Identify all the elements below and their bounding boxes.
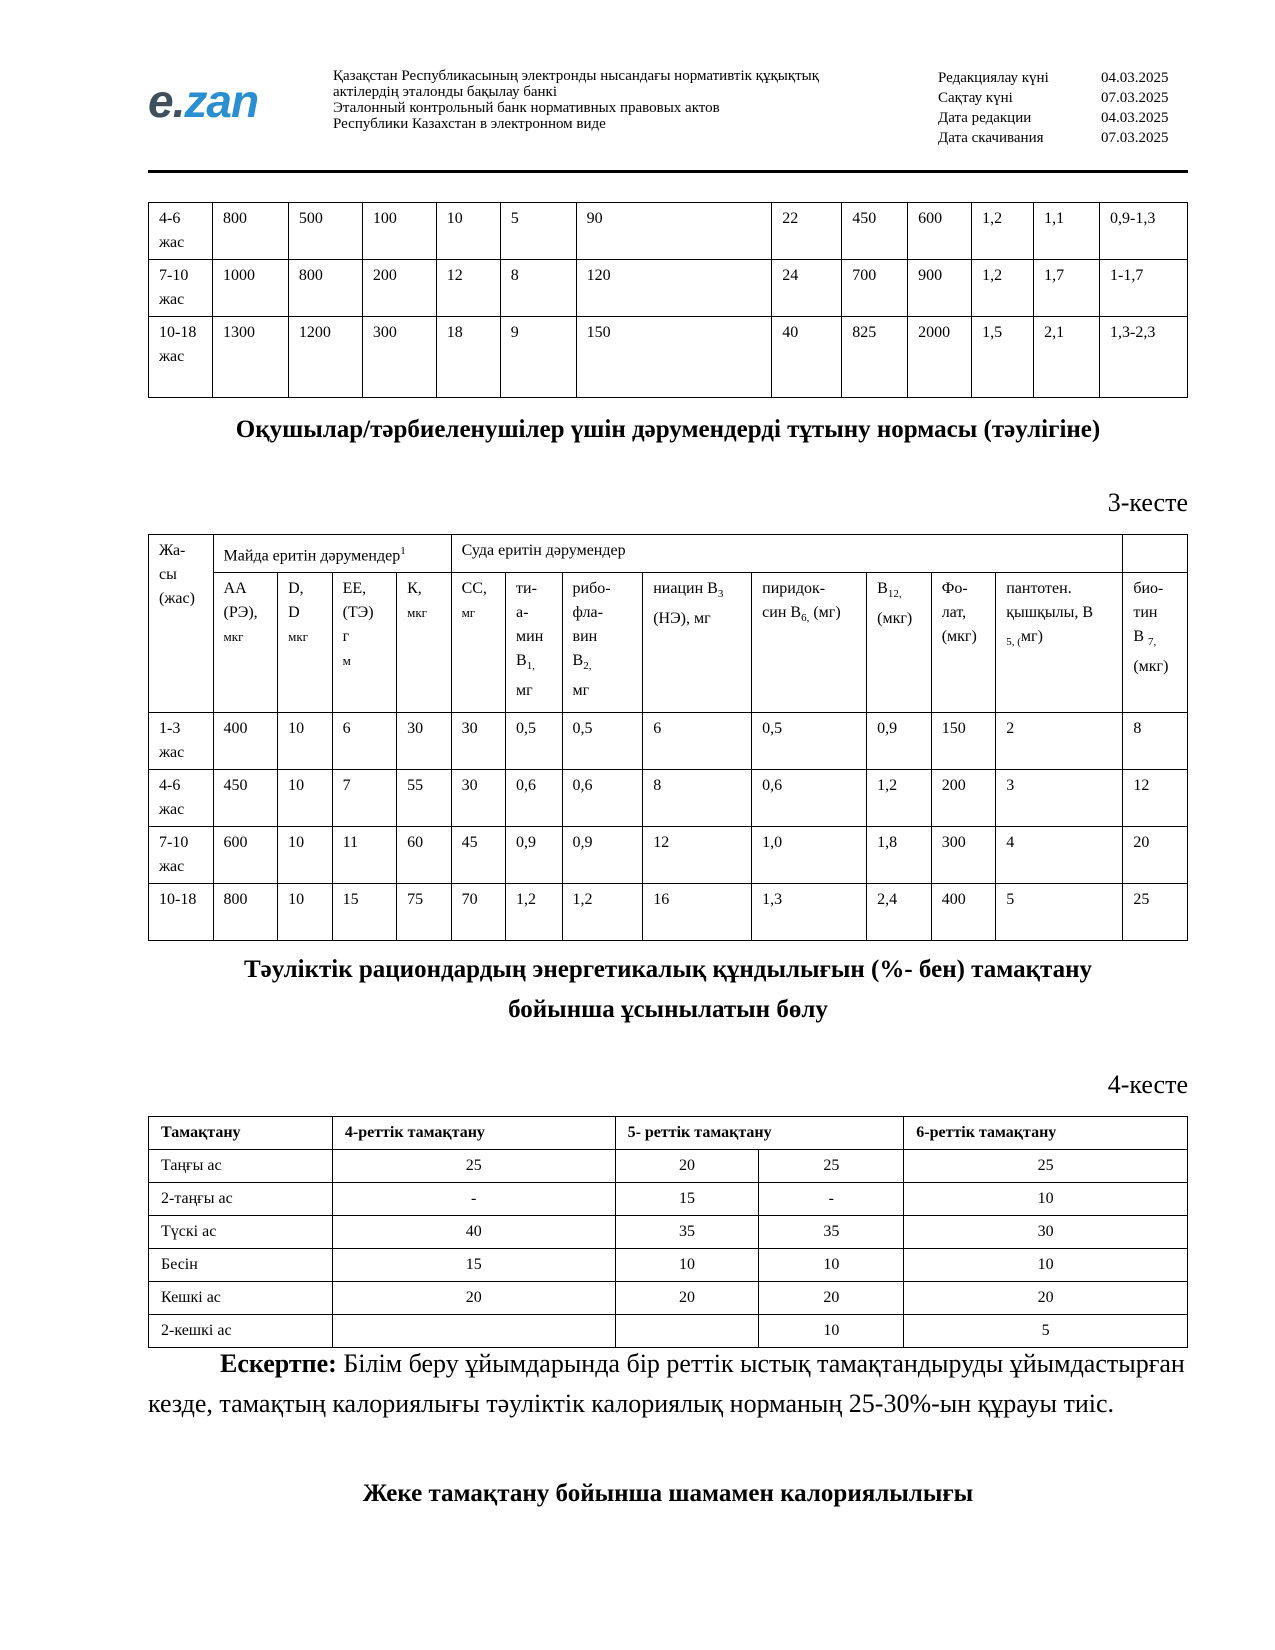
col-folate: Фо- лат, (мкг) [931,573,996,713]
header-divider [148,170,1188,173]
age-header: Жа- сы (жас) [149,535,214,713]
table-row: 2-кешкі ас 10 5 [149,1315,1188,1348]
vitamins-table [148,534,1188,941]
table-row: 10-18 800 10 15 75 70 1,2 1,2 16 1,3 2,4 400 5 25 [149,884,1188,941]
col-ee: ЕЕ, (ТЭ) г м [332,573,397,713]
col-b1: ти- а- мин $B_{1,}$ мг [506,573,562,713]
table-row: 10-18 жас 1300 1200 300 18 9 150 40 825 2000 1,5 2,1 1,3-2,3 [149,317,1188,398]
col-panto: пантотен. қышқылы, В $_{5, (}$мг) [996,573,1123,713]
fat-soluble-header: Майда еритін дәрумендер$^1$ [213,535,451,573]
table-row: Бесін 15 10 10 10 [149,1249,1188,1282]
table-row: 4-6 жас 800 500 100 10 5 90 22 450 600 1,2 1,1 0,9-1,3 [149,203,1188,260]
table-row: 2-таңғы ас - 15 - 10 [149,1183,1188,1216]
note-paragraph: Ескертпе: Білім беру ұйымдарында бір реттік ыстық тамақтандыруды ұйымдастырған кезде, тамақтың калориялығы тәуліктік калориялық норманың 25-30%-ын құрауы тиіс. [148,1349,1185,1418]
col-biotin: био- тин В $_{7,}$ (мкг) [1123,573,1188,713]
col-b2: рибо- фла- вин $B_{2,}$ мг [562,573,643,713]
meal-distribution-table [148,1116,1188,1348]
table-row: 1-3 жас 400 10 6 30 30 0,5 0,5 6 0,5 0,9 150 2 8 [149,713,1188,770]
section-title-vitamins: Оқушылар/тәрбиеленушілер үшін дәрумендерді тұтыну нормасы (тәулігіне) [235,416,1101,443]
header-dates: Редакциялау күні 04.03.2025 Сақтау күні 07.03.2025 Дата редакции 04.03.2025 Дата скачивания 07.03.2025 [938,70,1169,146]
col-cc: СС, мг [451,573,505,713]
water-soluble-header: Суда еритін дәрумендер [451,535,1123,573]
table-row: 7-10 жас 1000 800 200 12 8 120 24 700 900 1,2 1,7 1-1,7 [149,260,1188,317]
table-row: 4-6 жас 450 10 7 55 30 0,6 0,6 8 0,6 1,2 200 3 12 [149,770,1188,827]
table-row: Таңғы ас 25 20 25 25 [149,1150,1188,1183]
table-number-4: 4-кесте [1107,1070,1188,1099]
table-number-3: 3-кесте [1107,488,1188,517]
col-b12: $B_{12,}$ (мкг) [867,573,932,713]
col-niacin: ниацин $B_3$ (НЭ), мг [643,573,752,713]
col-b6: пиридок- син $B_{6,}$ (мг) [752,573,867,713]
section-title-energy: Тәуліктік рациондардың энергетикалық құндылығын (%- бен) тамақтану бойынша ұсынылатын бөлу [243,956,1093,1023]
ezan-logo[interactable]: e.zan [148,75,259,127]
table-header-row [149,535,1188,573]
table-header-row [149,573,1188,713]
section-title-calories: Жеке тамақтану бойынша шамамен калориялылығы [362,1480,974,1507]
table-header-row: Тамақтану 4-реттік тамақтану 5- реттік тамақтану 6-реттік тамақтану [149,1117,1188,1150]
col-d: D, D мкг [278,573,332,713]
empty-header-cell [1123,535,1188,573]
col-aa: АА (РЭ), мкг [213,573,278,713]
document-header [148,64,1188,174]
header-bank-title: Қазақстан Республикасының электронды нысандағы нормативтік құқықтық актілердің эталонды бақылау банкі Эталонный контрольный банк нормативных правовых актов Республики Казахстан в электронном виде [333,68,820,132]
col-k: К, мкг [397,573,451,713]
table-row: Кешкі ас 20 20 20 20 [149,1282,1188,1315]
minerals-table-continued [148,202,1188,398]
table-row: 7-10 жас 600 10 11 60 45 0,9 0,9 12 1,0 1,8 300 4 20 [149,827,1188,884]
table-row: Түскі ас 40 35 35 30 [149,1216,1188,1249]
